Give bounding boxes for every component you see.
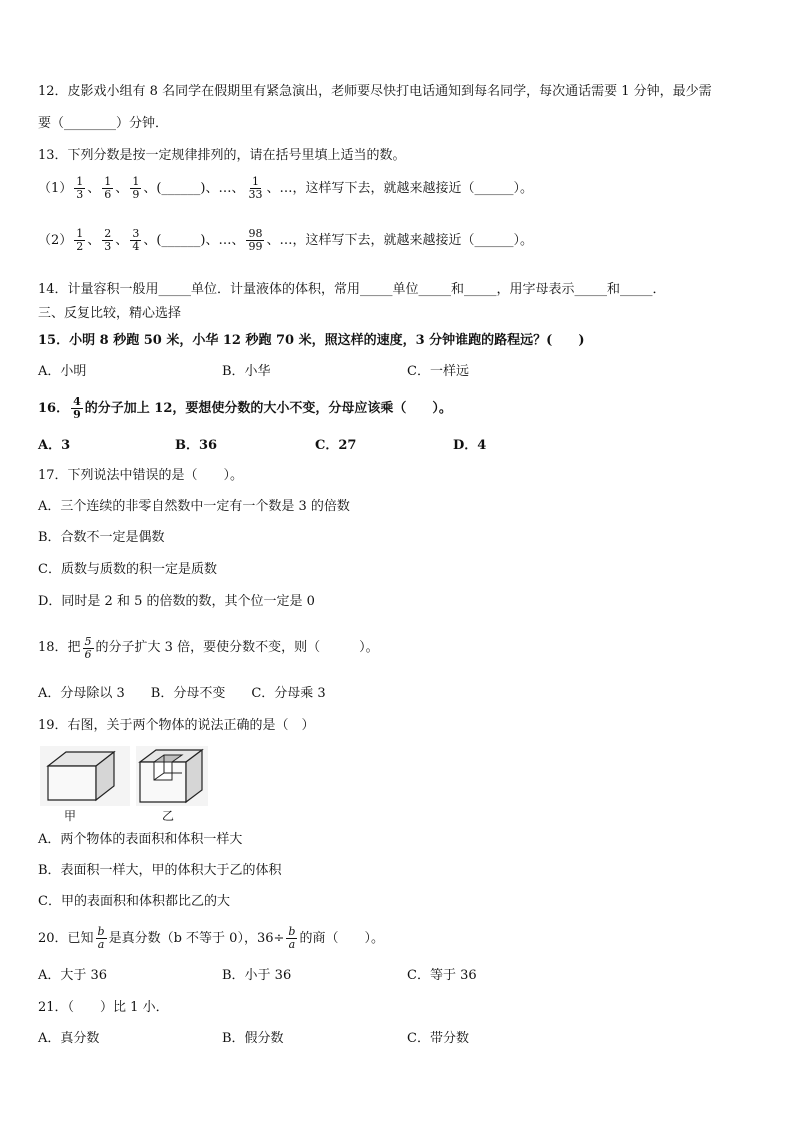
q21-option-c: C．带分数 <box>407 1031 469 1046</box>
fraction: $\frac{4}{9}$ <box>73 395 81 421</box>
q20-option-a: A．大于 36 <box>38 968 108 983</box>
q17-option-b: B．合数不一定是偶数 <box>38 530 165 545</box>
fraction: $\frac{3}{4}$ <box>132 227 140 253</box>
q15-option-c: C．一样远 <box>407 364 469 379</box>
fraction: $\frac{b}{a}$ <box>97 925 105 951</box>
q13-s1-suffix: 、…，这样写下去，就越来越接近（______）。 <box>266 181 533 196</box>
q14: 14．计量容积一般用_____单位．计量液体的体积，常用_____单位_____和_____，用字母表示_____和_____． <box>38 282 666 297</box>
q19-stem: 19．右图，关于两个物体的说法正确的是（ ） <box>38 718 315 733</box>
q21-stem: 21．（ ）比 1 小． <box>38 1000 169 1015</box>
q13-stem: 13．下列分数是按一定规律排列的，请在括号里填上适当的数。 <box>38 148 406 163</box>
fraction: $\frac{5}{6}$ <box>84 635 92 661</box>
fraction: $\frac{b}{a}$ <box>288 925 296 951</box>
q17-stem: 17．下列说法中错误的是（ ）。 <box>38 468 244 483</box>
q13-s2-mid: 、(______)、…、 <box>143 233 245 248</box>
q19-option-b: B．表面积一样大，甲的体积大于乙的体积 <box>38 863 282 878</box>
q13-s1-prefix: （1） <box>38 181 73 196</box>
q20-stem: 20．已知 $\frac{b}{a}$ 是真分数（b 不等于 0），36÷ $\frac{b}{a}$ 的商（ ）。 <box>38 925 384 951</box>
fraction: $\frac{1}{3}$ <box>76 175 84 201</box>
fraction: $\frac{2}{3}$ <box>104 227 112 253</box>
q13-series-1: （1） $\frac{1}{3}$ 、 $\frac{1}{6}$ 、 $\frac{1}{9}$ 、(______)、…、 $\frac{1}{33}$ 、…，这样写下去，就越来越接近（______）。 <box>38 175 533 201</box>
q13-series-2: （2） $\frac{1}{2}$ 、 $\frac{2}{3}$ 、 $\frac{3}{4}$ 、(______)、…、 $\frac{98}{99}$ 、…，这样写下去，就越来越接近（______）。 <box>38 227 533 253</box>
q21-option-a: A．真分数 <box>38 1031 100 1046</box>
notched-cube-figure-yi <box>136 746 208 806</box>
q12-line2: 要（________）分钟． <box>38 116 169 131</box>
q21-option-b: B．假分数 <box>222 1031 284 1046</box>
q15-option-a: A．小明 <box>38 364 87 379</box>
q16-stem: 16． $\frac{4}{9}$ 的分子加上 12，要想使分数的大小不变，分母应该乘（ ）。 <box>38 395 452 421</box>
q16-option-c: C．27 <box>315 438 357 453</box>
figure-label-yi: 乙 <box>162 809 175 823</box>
q15-stem: 15．小明 8 秒跑 50 米，小华 12 秒跑 70 米，照这样的速度，3 分钟谁跑的路程远？( ) <box>38 333 585 348</box>
q16-option-d: D．4 <box>453 438 487 453</box>
q17-option-c: C．质数与质数的积一定是质数 <box>38 562 217 577</box>
q15-option-b: B．小华 <box>222 364 271 379</box>
q18-options: A．分母除以 3 B．分母不变 C．分母乘 3 <box>38 686 326 701</box>
q13-s2-suffix: 、…，这样写下去，就越来越接近（______）。 <box>266 233 533 248</box>
fraction: $\frac{1}{6}$ <box>104 175 112 201</box>
q13-s2-prefix: （2） <box>38 233 73 248</box>
cube-figure-jia <box>40 746 130 806</box>
q20-option-b: B．小于 36 <box>222 968 292 983</box>
fraction: $\frac{1}{33}$ <box>248 175 263 201</box>
q16-option-b: B．36 <box>175 438 218 453</box>
fraction: $\frac{98}{99}$ <box>248 227 263 253</box>
q17-option-d: D．同时是 2 和 5 的倍数的数，其个位一定是 0 <box>38 594 315 609</box>
q12-line1: 12．皮影戏小组有 8 名同学在假期里有紧急演出，老师要尽快打电话通知到每名同学，每次通话需要 1 分钟，最少需 <box>38 84 712 99</box>
q13-s1-mid: 、(______)、…、 <box>143 181 245 196</box>
q17-option-a: A．三个连续的非零自然数中一定有一个数是 3 的倍数 <box>38 499 350 514</box>
figure-label-jia: 甲 <box>64 809 77 823</box>
q20-option-c: C．等于 36 <box>407 968 477 983</box>
q18-stem: 18．把 $\frac{5}{6}$ 的分子扩大 3 倍，要使分数不变，则（ ）。 <box>38 635 379 661</box>
fraction: $\frac{1}{9}$ <box>132 175 140 201</box>
fraction: $\frac{1}{2}$ <box>76 227 84 253</box>
q16-option-a: A．3 <box>38 438 71 453</box>
q19-option-a: A．两个物体的表面积和体积一样大 <box>38 832 243 847</box>
section-heading: 三、反复比较，精心选择 <box>38 306 182 321</box>
q19-option-c: C．甲的表面积和体积都比乙的大 <box>38 894 230 909</box>
